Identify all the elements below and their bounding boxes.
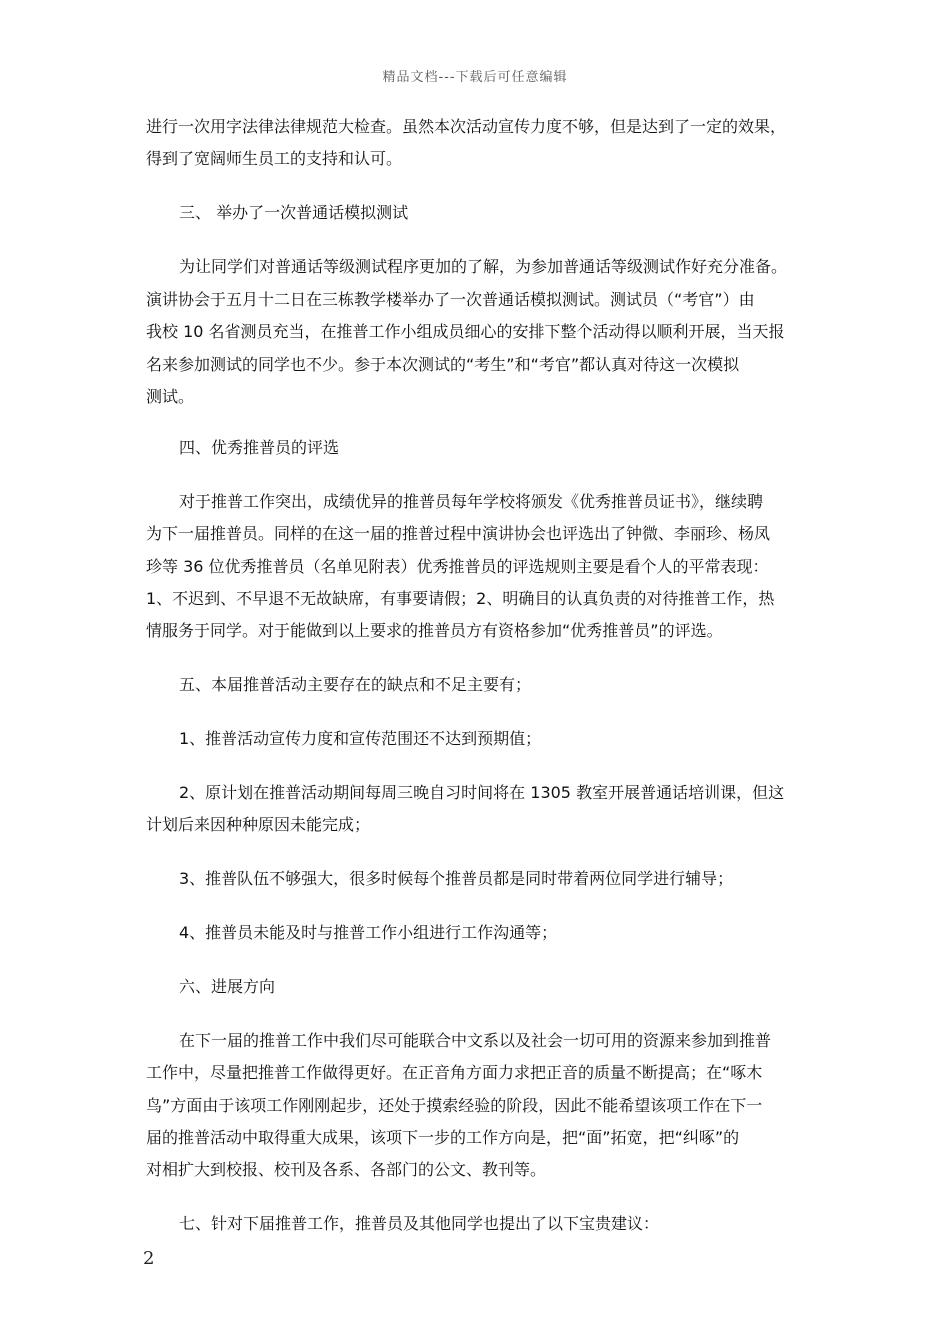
paragraph-line: 名来参加测试的同学也不少。参于本次测试的“考生”和“考官”都认真对待这一次模拟 xyxy=(146,355,740,374)
paragraph-line: 工作中，尽量把推普工作做得更好。在正音角方面力求把正音的质量不断提高；在“啄木 xyxy=(146,1063,763,1082)
paragraph-line: 对于推普工作突出，成绩优异的推普员每年学校将颁发《优秀推普员证书》，继续聘 xyxy=(179,492,764,511)
paragraph-line: 测试。 xyxy=(146,387,195,406)
paragraph-line: 我校 10 名省测员充当，在推普工作小组成员细心的安排下整个活动得以顺利开展，当天报 xyxy=(146,322,785,341)
paragraph-line: 1、不迟到、不早退不无故缺席，有事要请假；2、明确目的认真负责的对待推普工作，热 xyxy=(146,589,775,608)
paragraph-line: 为下一届推普员。同样的在这一届的推普过程中演讲协会也评选出了钟微、李丽珍、杨凤 xyxy=(146,524,771,543)
page-number: 2 xyxy=(143,1248,155,1269)
list-item: 1、推普活动宣传力度和宣传范围还不达到预期值； xyxy=(179,729,542,748)
paragraph-line: 珍等 36 位优秀推普员（名单见附表）优秀推普员的评选规则主要是看个人的平常表现： xyxy=(146,557,769,576)
paragraph-line: 届的推普活动中取得重大成果，该项下一步的工作方向是，把“面”拓宽，把“纠啄”的 xyxy=(146,1128,740,1147)
section-heading: 七、针对下届推普工作，推普员及其他同学也提出了以下宝贵建议： xyxy=(179,1214,660,1233)
section-heading: 五、本届推普活动主要存在的缺点和不足主要有； xyxy=(179,675,532,694)
list-item: 3、推普队伍不够强大，很多时候每个推普员都是同时带着两位同学进行辅导； xyxy=(179,869,734,888)
list-item: 4、推普员未能及时与推普工作小组进行工作沟通等； xyxy=(179,923,558,942)
paragraph-line: 演讲协会于五月十二日在三栋教学楼举办了一次普通话模拟测试。测试员（“考官”）由 xyxy=(146,290,755,309)
list-item: 2、原计划在推普活动期间每周三晚自习时间将在 1305 教室开展普通话培训课，但这 xyxy=(179,783,785,802)
paragraph-line: 得到了宽阔师生员工的支持和认可。 xyxy=(146,149,403,168)
paragraph-line: 为让同学们对普通话等级测试程序更加的了解，为参加普通话等级测试作好充分准备。 xyxy=(179,257,788,276)
paragraph-line: 鸟”方面由于该项工作刚刚起步，还处于摸索经验的阶段，因此不能希望该项工作在下一 xyxy=(146,1096,763,1115)
paragraph-line: 进行一次用字法律法律规范大检查。虽然本次活动宣传力度不够，但是达到了一定的效果， xyxy=(146,117,787,136)
paragraph-line: 在下一届的推普工作中我们尽可能联合中文系以及社会一切可用的资源来参加到推普 xyxy=(179,1031,772,1050)
section-heading: 六、进展方向 xyxy=(179,977,276,996)
section-heading: 三、 举办了一次普通话模拟测试 xyxy=(179,203,409,222)
section-heading: 四、优秀推普员的评选 xyxy=(179,438,340,457)
paragraph-line: 计划后来因种种原因未能完成； xyxy=(146,815,371,834)
paragraph-line: 对相扩大到校报、校刊及各系、各部门的公文、教刊等。 xyxy=(146,1160,547,1179)
paragraph-line: 情服务于同学。对于能做到以上要求的推普员方有资格参加“优秀推普员”的评选。 xyxy=(146,621,723,640)
page-header: 精品文档---下载后可任意编辑 xyxy=(382,70,568,85)
